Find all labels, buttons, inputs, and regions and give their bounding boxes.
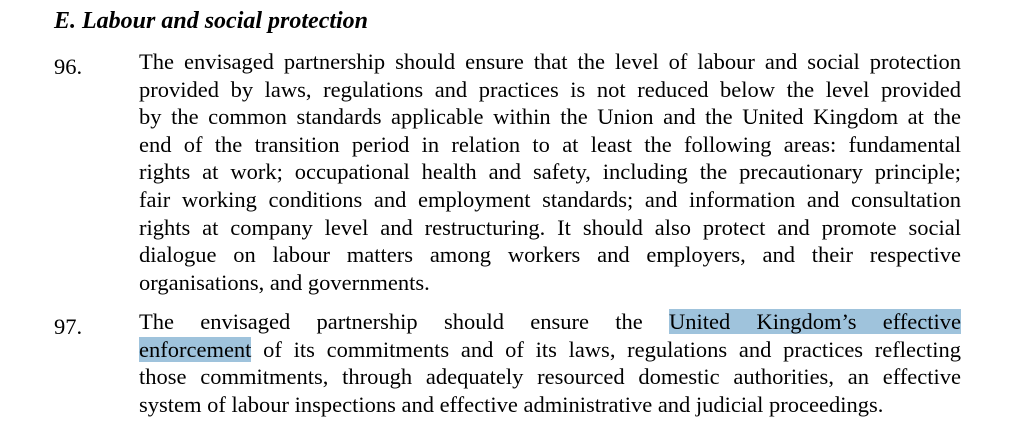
paragraph-96-line[interactable]: rights at work; occupational health and safety, including the precautionary principle; <box>139 159 961 185</box>
paragraph-97-text[interactable]: The envisaged partnership should ensure the <box>139 309 669 334</box>
paragraph-97-line[interactable] <box>139 308 961 336</box>
next-heading-cut-off <box>54 430 194 436</box>
paragraph-97-line[interactable]: system of labour inspections and effective administrative and judicial proceedings. <box>139 391 884 417</box>
paragraph-96-line[interactable]: end of the transition period in relation to at least the following areas: fundamental <box>139 131 961 157</box>
paragraph-97-line[interactable]: those commitments, through adequately resourced domestic authorities, an effective <box>139 364 961 390</box>
paragraph-number-97: 97. <box>54 314 83 339</box>
paragraph-96-line[interactable]: organisations, and governments. <box>139 269 430 295</box>
selected-text-highlight[interactable]: United Kingdom’s effective <box>668 309 961 334</box>
paragraph-97-line[interactable] <box>139 336 961 364</box>
paragraph-96-line[interactable]: fair working conditions and employment standards; and information and consultation <box>139 186 961 212</box>
selected-text-highlight[interactable]: enforcement <box>139 336 252 362</box>
paragraph-96-line[interactable]: The envisaged partnership should ensure that the level of labour and social protection <box>139 49 961 74</box>
section-heading: E. Labour and social protection <box>54 8 369 34</box>
paragraph-number-96: 96. <box>54 54 83 79</box>
paragraph-97[interactable] <box>139 308 961 418</box>
paragraph-96-line[interactable]: dialogue on labour matters among workers and employers, and their respective <box>139 242 961 268</box>
paragraph-96-line[interactable]: rights at company level and restructuring. It should also protect and promote social <box>139 214 961 240</box>
cut-off-glyph-fragment <box>54 430 114 434</box>
paragraph-96-line[interactable]: by the common standards applicable within the Union and the United Kingdom at the <box>139 104 961 130</box>
paragraph-96-line[interactable]: provided by laws, regulations and practices is not reduced below the level provided <box>139 76 961 102</box>
paragraph-96[interactable] <box>139 48 961 296</box>
paragraph-97-text[interactable]: of its commitments and of its laws, regulations and practices reflecting <box>251 336 961 362</box>
